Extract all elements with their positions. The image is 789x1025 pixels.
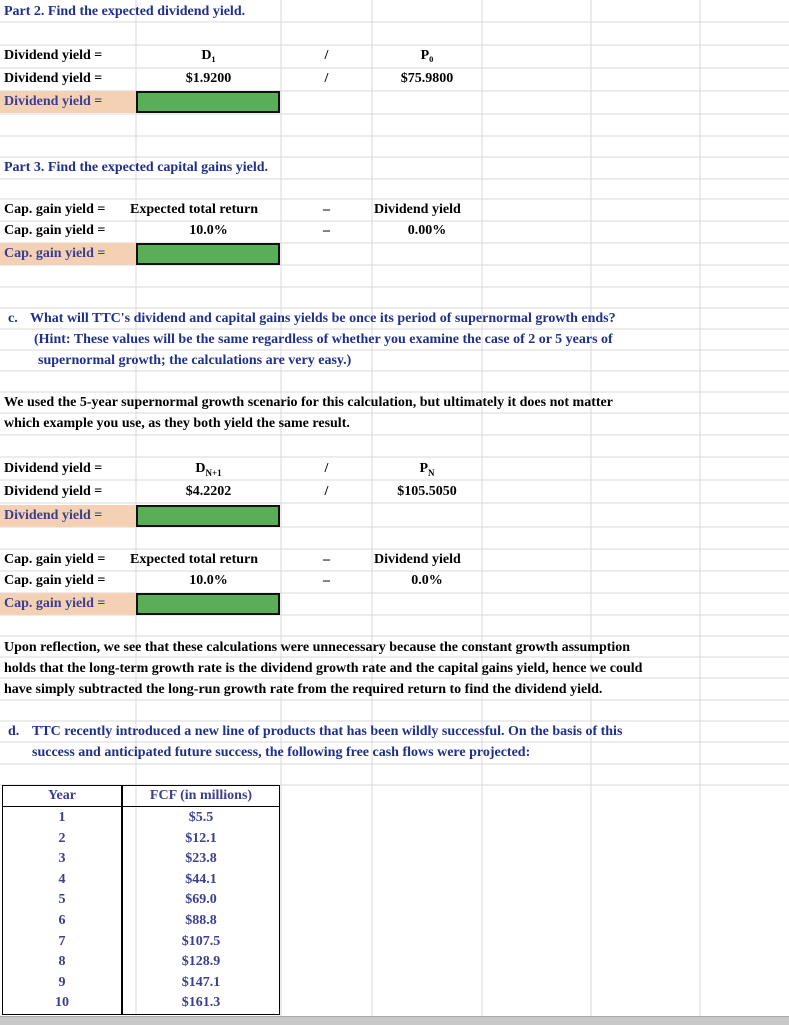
- partc-cap-row2-denominator: 0.0%: [411, 573, 443, 588]
- fcf-year-cell: 8: [58, 954, 66, 970]
- fcf-year-cell: 9: [58, 974, 66, 990]
- partc-cap-row2-operator: –: [323, 573, 330, 588]
- fcf-header-underline: [2, 806, 280, 807]
- fcf-year-cell: 3: [58, 851, 66, 867]
- partc-div-result-cell[interactable]: [136, 505, 280, 527]
- part2-row2-numerator: $1.9200: [185, 71, 232, 86]
- fcf-year-cell: 10: [55, 995, 69, 1011]
- partc-cap-row2-label: Cap. gain yield =: [4, 573, 106, 588]
- reflection-line2: holds that the long-term growth rate is the dividend growth rate and the capital gains yield, hence we could: [4, 661, 643, 676]
- partc-cap-row1-operator: –: [323, 552, 330, 567]
- fcf-header-year: Year: [48, 788, 76, 803]
- partc-div-row2-numerator: $4.2202: [185, 484, 232, 499]
- partc-question-line2: (Hint: These values will be the same regardless of whether you examine the case of 2 or 5 years of: [34, 332, 613, 347]
- fcf-year-cell: 1: [58, 810, 66, 825]
- fcf-year-cell: 7: [58, 933, 66, 949]
- part3-row2-label: Cap. gain yield =: [4, 223, 106, 238]
- fcf-value-cell: $44.1: [185, 871, 217, 887]
- part3-row1-numerator: Expected total return: [130, 202, 259, 217]
- fcf-year-cell: 2: [58, 830, 66, 846]
- fcf-year-cell: 5: [58, 892, 66, 908]
- fcf-value-cell: $69.0: [185, 892, 217, 908]
- partc-div-row2-denominator: $105.5050: [397, 484, 457, 499]
- partc-note-line2: which example you use, as they both yield the same result.: [4, 416, 350, 431]
- part2-row2-operator: /: [324, 71, 329, 86]
- reflection-line1: Upon reflection, we see that these calculations were unnecessary because the constant growth assumption: [4, 640, 631, 655]
- partc-div-result-label: Dividend yield =: [0, 505, 136, 527]
- fcf-value-cell: $161.3: [181, 995, 221, 1011]
- part2-title: Part 2. Find the expected dividend yield.: [4, 4, 246, 19]
- part2-row2-label: Dividend yield =: [4, 71, 103, 86]
- partc-div-row2-operator: /: [324, 484, 329, 499]
- partc-cap-row1-numerator: Expected total return: [130, 552, 259, 567]
- partc-cap-result-cell[interactable]: [136, 593, 280, 615]
- fcf-value-cell: $128.9: [181, 954, 221, 970]
- part3-title: Part 3. Find the expected capital gains yield.: [4, 160, 269, 175]
- part2-result-cell[interactable]: [136, 91, 280, 113]
- fcf-value-cell: $23.8: [185, 851, 217, 867]
- fcf-value-cell: $147.1: [181, 974, 221, 990]
- partd-text-line2: success and anticipated future success, the following free cash flows were projected:: [32, 745, 531, 760]
- partc-cap-row1-label: Cap. gain yield =: [4, 552, 106, 567]
- partc-cap-row2-numerator: 10.0%: [189, 573, 228, 588]
- partc-cap-result-label: Cap. gain yield =: [0, 593, 136, 615]
- part2-row1-operator: /: [324, 48, 329, 63]
- part3-row1-denominator: Dividend yield: [374, 202, 461, 217]
- part3-row2-denominator: 0.00%: [407, 223, 447, 238]
- part2-row1-numerator: D₁: [201, 48, 216, 63]
- partc-cap-row1-denominator: Dividend yield: [374, 552, 461, 567]
- partc-question-line3: supernormal growth; the calculations are very easy.): [38, 353, 352, 368]
- partc-div-row1-label: Dividend yield =: [4, 461, 103, 476]
- part2-result-label: Dividend yield =: [0, 91, 136, 113]
- partc-div-row1-denominator: $P_N$: [419, 461, 435, 478]
- fcf-value-cell: $5.5: [188, 810, 214, 825]
- fcf-year-cell: 4: [58, 871, 66, 887]
- partc-note-line1: We used the 5-year supernormal growth scenario for this calculation, but ultimately it does not matter: [4, 395, 613, 410]
- part3-result-cell[interactable]: [136, 243, 280, 265]
- partd-text-line1: TTC recently introduced a new line of products that has been wildly successful. On the basis of this: [32, 724, 623, 739]
- partc-div-row1-operator: /: [324, 461, 329, 476]
- fcf-value-cell: $107.5: [181, 933, 221, 949]
- part2-row2-denominator: $75.9800: [400, 71, 454, 86]
- part3-row2-operator: –: [323, 223, 330, 238]
- partd-marker: d.: [8, 724, 20, 739]
- fcf-value-cell: $12.1: [185, 830, 217, 846]
- fcf-year-cell: 6: [58, 913, 66, 928]
- partc-div-row1-numerator: $D_{N+1}$: [195, 461, 222, 478]
- part3-row1-operator: –: [323, 202, 330, 217]
- fcf-header-value: FCF (in millions): [149, 788, 253, 803]
- partc-question-line1: What will TTC's dividend and capital gains yields be once its period of supernormal growth ends?: [30, 311, 616, 326]
- partc-marker: c.: [8, 311, 18, 326]
- partc-div-row2-label: Dividend yield =: [4, 484, 103, 499]
- part3-row1-label: Cap. gain yield =: [4, 202, 106, 217]
- part2-row1-denominator: P₀: [420, 48, 434, 63]
- part2-row1-label: Dividend yield =: [4, 48, 103, 63]
- part3-result-label: Cap. gain yield =: [0, 243, 136, 265]
- part3-row2-numerator: 10.0%: [189, 223, 228, 238]
- fcf-value-cell: $88.8: [185, 913, 217, 928]
- reflection-line3: have simply subtracted the long-run growth rate from the required return to find the dividend yield.: [4, 682, 603, 697]
